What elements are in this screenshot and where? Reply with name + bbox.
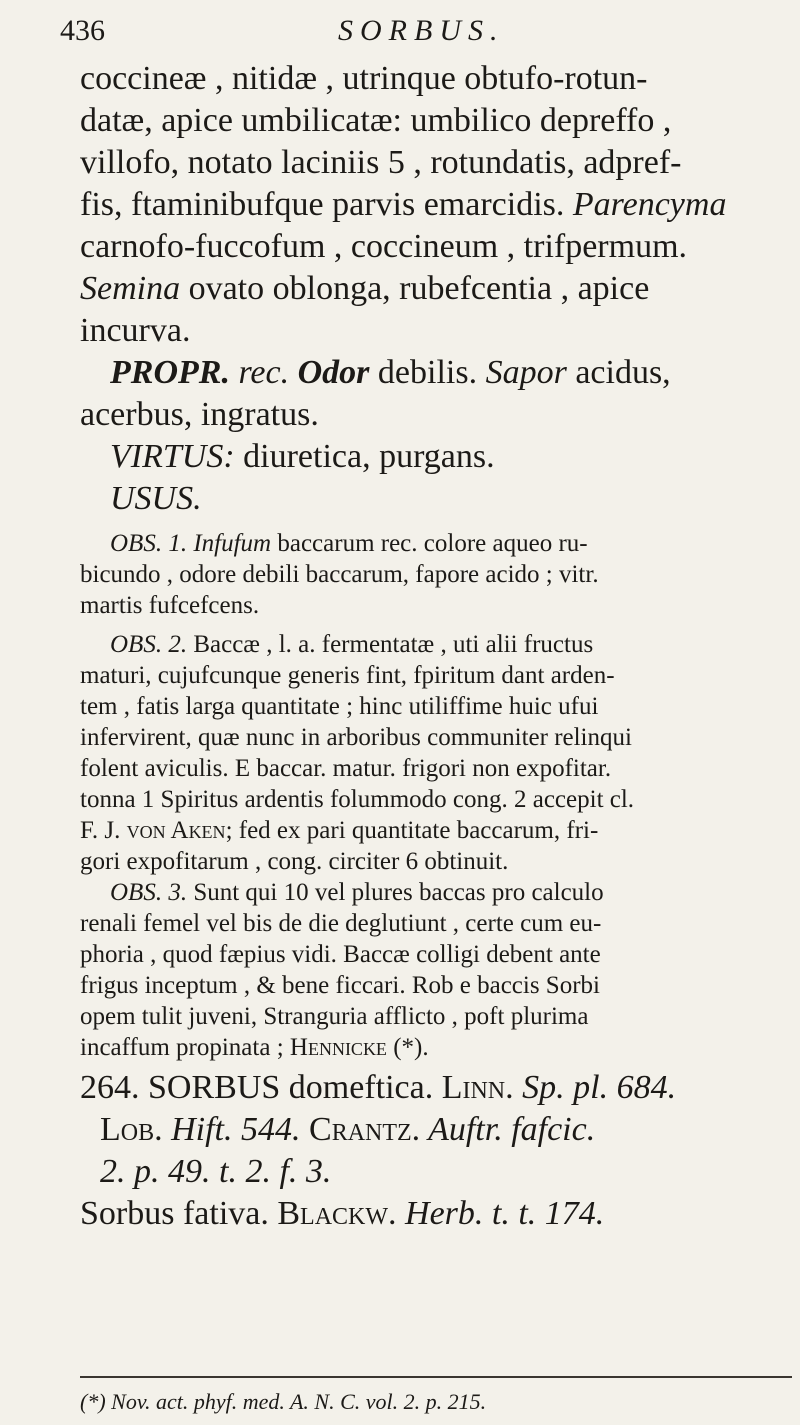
text-line: coccineæ , nitidæ , utrinque obtufo-rotun- (80, 60, 648, 97)
entry-name: SORBUS (139, 1069, 281, 1106)
text-line: gori expofitarum , cong. circiter 6 obtinuit. (80, 848, 509, 875)
text-line: frigus inceptum , & bene ficcari. Rob e baccis Sorbi (80, 972, 600, 999)
text-line: infervirent, quæ nunc in arboribus communiter relinqui (80, 724, 632, 751)
text-line: martis fufcefcens. (80, 592, 260, 619)
entry-heading: 264. SORBUS domeftica. Linn. Sp. pl. 684. (80, 1069, 677, 1106)
entry-number: 264. (80, 1069, 140, 1106)
text-line: incaffum propinata ; Hennicke (*). (80, 1034, 429, 1061)
obs-3: OBS. 3. Sunt qui 10 vel plures baccas pro calculo (110, 879, 604, 906)
page-header (60, 12, 760, 56)
text-line: phoria , quod fæpius vidi. Baccæ colligi debent ante (80, 941, 601, 968)
text-line: carnofo-fuccofum , coccineum , trifpermum. (80, 228, 688, 265)
main-text (80, 58, 792, 1235)
text-line: Semina ovato oblonga, rubefcentia , apice (80, 270, 650, 307)
text-line: incurva. (80, 312, 191, 349)
text-line: 2. p. 49. t. 2. f. 3. (100, 1153, 332, 1190)
text-line: F. J. von Aken; fed ex pari quantitate baccarum, fri- (80, 817, 599, 844)
text-line: villofo, notato laciniis 5 , rotundatis, adpref- (80, 144, 682, 181)
obs-1: OBS. 1. Infufum baccarum rec. colore aqueo ru- (110, 530, 588, 557)
text-line: bicundo , odore debili baccarum, fapore acido ; vitr. (80, 561, 599, 588)
text-line: datæ, apice umbilicatæ: umbilico depreffo , (80, 102, 672, 139)
text-line: Sorbus fativa. Blackw. Herb. t. t. 174. (80, 1195, 605, 1232)
text-line: acerbus, ingratus. (80, 396, 319, 433)
propr-heading: PROPR. rec. Odor debilis. Sapor acidus, (110, 354, 671, 391)
text-line: Lob. Hift. 544. Crantz. Auftr. fafcic. (100, 1111, 596, 1148)
text-line: tem , fatis larga quantitate ; hinc utiliffime huic ufui (80, 693, 599, 720)
footnote-rule (80, 1376, 792, 1378)
text-line: opem tulit juveni, Stranguria afflicto , poft plurima (80, 1003, 589, 1030)
text-line: tonna 1 Spiritus ardentis folummodo cong. 2 accepit cl. (80, 786, 635, 813)
text-line: fis, ftaminibufque parvis emarcidis. Parencyma (80, 186, 727, 223)
text-line: folent aviculis. E baccar. matur. frigori non expofitar. (80, 755, 612, 782)
footnote: (*) Nov. act. phyf. med. A. N. C. vol. 2. p. 215. (80, 1389, 487, 1414)
text-line: renali femel vel bis de die deglutiunt , certe cum eu- (80, 910, 602, 937)
virtus-heading: VIRTUS: diuretica, purgans. (110, 438, 495, 475)
page-number: 436 (60, 14, 105, 47)
usus-heading: USUS. (110, 480, 202, 517)
obs-2: OBS. 2. Baccæ , l. a. fermentatæ , uti alii fructus (110, 631, 594, 658)
running-title: SORBUS. (338, 14, 505, 47)
text-line: maturi, cujufcunque generis fint, fpiritum dant arden- (80, 662, 615, 689)
